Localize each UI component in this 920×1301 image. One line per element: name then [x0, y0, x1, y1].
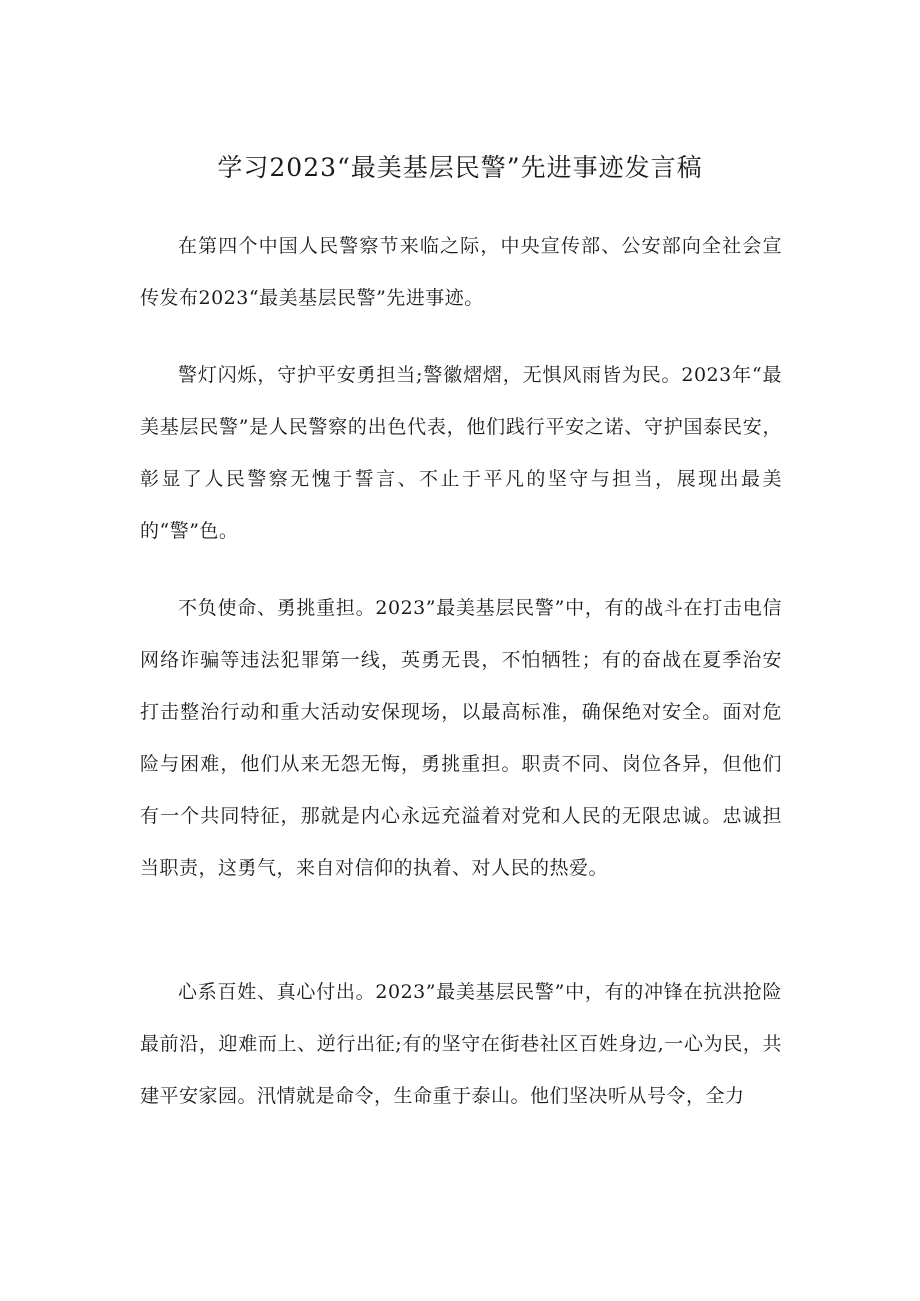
document-title: 学习2023“最美基层民警”先进事迹发言稿 [217, 153, 703, 182]
paragraph-mission: 不负使命、勇挑重担。2023”最美基层民警”中，有的战斗在打击电信网络诈骗等违法犯罪第一线，英勇无畏，不怕牺牲；有的奋战在夏季治安打击整治行动和重大活动安保现场，以最高标准，确保绝对安全。面对危险与困难，他们从来无怨无悔，勇挑重担。职责不同、岗位各异，但他们有一个共同特征，那就是内心永远充溢着对党和人民的无限忠诚。忠诚担当职责，这勇气，来自对信仰的执着、对人民的热爱。 [140, 597, 782, 879]
paragraph-intro: 在第四个中国人民警察节来临之际，中央宣传部、公安部向全社会宣传发布2023“最美基层民警”先进事迹。 [140, 235, 782, 309]
paragraph-people: 心系百姓、真心付出。2023”最美基层民警”中，有的冲锋在抗洪抢险最前沿，迎难而上、逆行出征;有的坚守在街巷社区百姓身边,一心为民，共建平安家园。汛情就是命令，生命重于泰山。他们坚决听从号令，全力 [140, 981, 782, 1107]
paragraph-police-lights: 警灯闪烁，守护平安勇担当;警徽熠熠，无惧风雨皆为民。2023年“最美基层民警”是人民警察的出色代表，他们践行平安之诺、守护国泰民安，彰显了人民警察无愧于誓言、不止于平凡的坚守与担当，展现出最美的“警”色。 [140, 364, 782, 542]
